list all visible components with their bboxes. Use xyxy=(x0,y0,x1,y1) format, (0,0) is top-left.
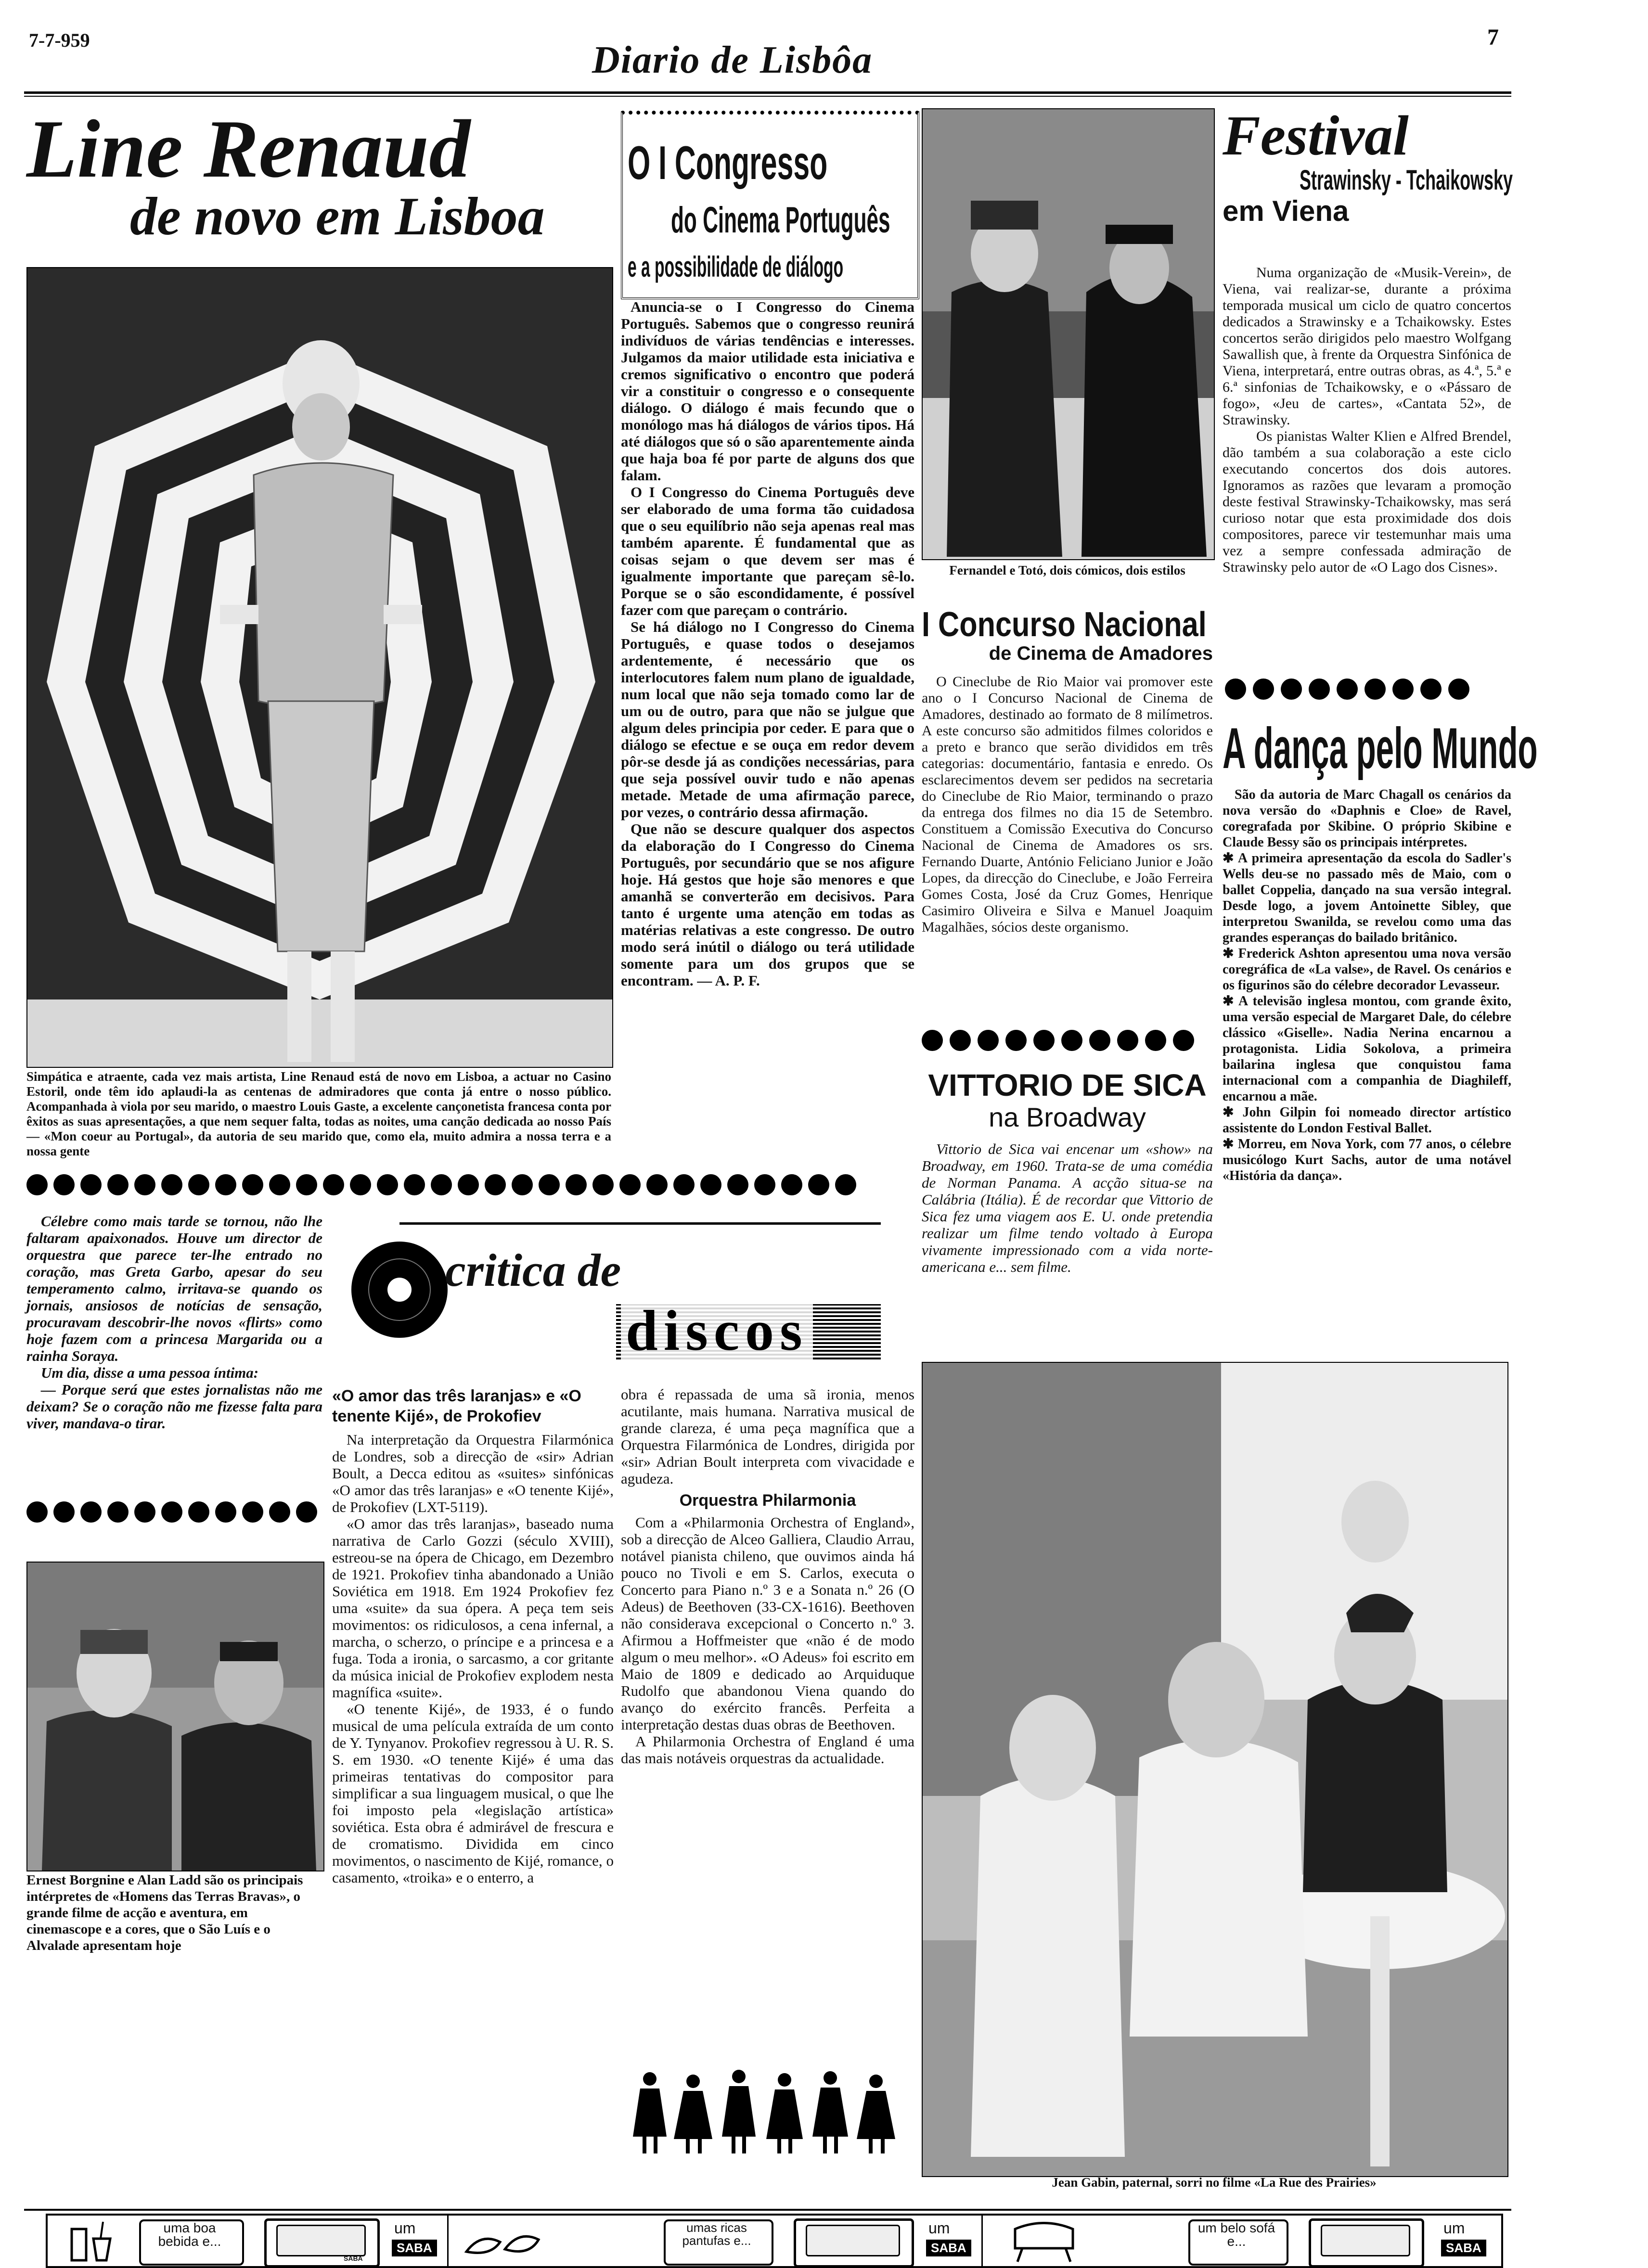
ad-text: um belo sofá e... xyxy=(1197,2220,1275,2249)
header-rule-thin xyxy=(24,96,1511,97)
bullet-dot xyxy=(950,1030,971,1051)
fernandel-photo xyxy=(922,108,1215,560)
fernandel-toto-image xyxy=(923,109,1214,559)
bullet-dot xyxy=(350,1174,371,1195)
congresso-subtitle: do Cinema Português xyxy=(671,200,890,241)
congresso-body xyxy=(621,298,914,989)
bullet-dot xyxy=(215,1501,236,1523)
ad-text: uma boa bebida e... xyxy=(158,2220,221,2249)
ad-divider xyxy=(981,2216,983,2266)
bullet-dot xyxy=(458,1174,479,1195)
bullet-dot xyxy=(188,1501,209,1523)
danca-item xyxy=(1223,993,1511,1104)
danca-item-text: São da autoria de Marc Chagall os cenários da nova versão do «Daphnis e Cloe» de Ravel, coregrafada por Skibine. O próprio Skibine e Claude Bessy são os principais intérpretes. xyxy=(1223,787,1511,850)
header xyxy=(24,19,1511,96)
bullet-dot xyxy=(1309,679,1330,700)
bullet-dot xyxy=(134,1174,155,1195)
sica-subtitle: na Broadway xyxy=(989,1102,1146,1132)
sica-heading xyxy=(922,1068,1213,1133)
bullet-dot xyxy=(1448,679,1469,700)
bullet-dot xyxy=(377,1174,398,1195)
danca-item xyxy=(1223,1136,1511,1184)
umbrella-stripes-image xyxy=(27,268,612,1067)
bullet-dot xyxy=(1033,1030,1055,1051)
bullet-dot xyxy=(485,1174,506,1195)
danca-item xyxy=(1223,946,1511,993)
critica-paragraph: «O tenente Kijé», de 1933, é o fundo musical de uma película extraída de um conto de Y. Tynyanov. Prokofiev regressou à U. R. S. S. em 1930. «O tenente Kijé» é uma das primeiras tentativas do compositor para simplificar a sua linguagem musical, o que lhe foi imposto pela «legislação artística» soviética. Esta obra é admirável de frescura e de cromatismo. Dividida em cinco movimentos, o nascimento de Kijé, romance, o casamento, «troika» e o enterro, a xyxy=(332,1701,614,1886)
celebre-paragraph: Célebre como mais tarde se tornou, não lhe faltaram apaixonados. Houve um director de orquestra que parece ter-lhe entrado no coração, mas Greta Garbo, apesar do seu temperamento calmo, irritava-se quando os jornais, ansiosos de notícias de sensação, procuravam descobrir-lhe novos «flirts» como hoje fazem com a princesa Margarida ou a rainha Soraya. xyxy=(26,1213,322,1364)
festival-subtitle-2: em Viena xyxy=(1223,195,1349,227)
bullet-dot xyxy=(134,1501,155,1523)
saba-logo: SABA xyxy=(926,2240,971,2256)
critica-col-1 xyxy=(332,1386,614,1886)
ad-divider xyxy=(447,2216,449,2266)
congresso-paragraph: Que não se descure qualquer dos aspectos da elaboração do I Congresso do Cinema Português, por secundário que se nos afigure hoje. Há gestos que hoje são menores e que amanhã se converterão em decisivos. Para tanto é urgente uma atenção em todas as matérias relativas a este congresso. De outro modo será inútil o diálogo ou terá utilidade somente para um dos grupos que se encontram. — A. P. F. xyxy=(621,820,914,989)
bullet-dot xyxy=(323,1174,344,1195)
bullet-dot xyxy=(922,1030,943,1051)
bullet-dot xyxy=(1145,1030,1166,1051)
tv-set-icon xyxy=(1309,2218,1424,2268)
tv-set-icon xyxy=(794,2218,914,2268)
critica-col-2 xyxy=(621,1386,914,1767)
festival-subtitle: Strawinsky - Tchaikowsky xyxy=(1300,165,1513,196)
critica-paragraph: «O amor das três laranjas», baseado numa narrativa de Carlo Gozzi (século XVIII), estreou-se na ópera de Chicago, em Dezembro de 1921. Prokofiev tinha abandonado a União Soviética em 1918. Em 1924 Prokofiev fez uma «suite» da sua ópera. A peça tem seis movimentos: os ridiculosos, a cena infernal, a marcha, o scherzo, o príncipe e a princesa e a fuga. Toda a ironia, o sarcasmo, a cor gritante da música inicial de Prokofiev explodem nesta magnífica «suite». xyxy=(332,1515,614,1701)
bullet-dot xyxy=(1117,1030,1138,1051)
tv-brand: SABA xyxy=(344,2255,363,2262)
critica-paragraph: Com a «Philarmonia Orchestra of England», sob a direcção de Alceo Galliera, Claudio Arrau, notável pianista chileno, que ouvimos ainda há pouco no Tivoli e em S. Carlos, executa o Concerto para Piano n.º 3 e a Sonata n.º 26 (O Adeus) de Beethoven (33-CX-1616). Beethoven não considerava excepcional o Concerto n.º 3. Afirmou a Hoffmeister que «não é de modo algum o meu melhor». «O Adeus» foi escrito em Maio de 1809 e dedicado ao Arquiduque Rudolfo que abandonou Viena quando do avanço do exército francês. Perfeita a interpretação destas duas obras de Beethoven. xyxy=(621,1514,914,1733)
saba-logo: SABA xyxy=(1441,2240,1486,2256)
issue-date: 7-7-959 xyxy=(29,29,90,51)
dancers-icon xyxy=(621,2069,914,2156)
critica-paragraph: obra é repassada de uma sã ironia, menos acutilante, mais humana. Narrativa musical de grande clareza, é uma peça magnífica que a Orquestra Filarmónica de Londres, dirigida por «sir» Adrian Boult interpreta com vivacidade e agudeza. xyxy=(621,1386,914,1487)
bullet-dot xyxy=(808,1174,829,1195)
bullet-dot xyxy=(1005,1030,1027,1051)
dancers-illustration xyxy=(621,2069,914,2156)
bullet-dot xyxy=(107,1501,129,1523)
ad-text: um xyxy=(394,2219,416,2237)
festival-heading xyxy=(1223,106,1511,227)
bullet-dot xyxy=(512,1174,533,1195)
line-renaud-subheadline: de novo em Lisboa xyxy=(130,187,545,246)
celebre-body xyxy=(26,1213,322,1432)
bullet-dot xyxy=(978,1030,999,1051)
discos-heading-text: discos xyxy=(621,1299,813,1362)
bullet-dot xyxy=(1089,1030,1110,1051)
festival-paragraph: Os pianistas Walter Klien e Alfred Brendel, dão também a sua colaboração a este ciclo executando concertos dos dois autores. Ignoramos as razões que levaram a promoção deste festival Strawinsky-Tchaikowsky, mas será curioso notar que esta proximidade dos dois compositores, parece vir testemunhar mais uma vez a sempre confessada admiração de Strawinsky pelo autor de «O Lago dos Cisnes». xyxy=(1223,428,1511,575)
bullet-dot xyxy=(53,1174,75,1195)
record-groove xyxy=(368,1258,431,1321)
sica-title: VITTORIO DE SICA xyxy=(928,1068,1207,1102)
congresso-title: O I Congresso xyxy=(628,136,828,189)
danca-item-text: A primeira apresentação da escola do Sadler's Wells deu-se no passado mês de Maio, com o ballet Coppelia, dançado na sua versão integral. Desde logo, a jovem Antoinette Sibley, que interpretou Swanilda, se revelou como uma das grandes esperanças do bailado britânico. xyxy=(1223,851,1511,945)
bullet-dot xyxy=(107,1174,129,1195)
jean-gabin-image xyxy=(923,1363,1507,2176)
line-renaud-caption: Simpática e atraente, cada vez mais artista, Line Renaud está de novo em Lisboa, a actuar no Casino Estoril, onde têm ido aplaudi-la as centenas de admiradores que conta já entre o nosso público. Acompanhada à viola por seu marido, o maestro Louis Gaste, a excelente cançonetista francesa conta por êxitos as suas apresentações, a que nem sequer falta, todas as noites, uma canção dedicada ao nosso País — «Mon coeur au Portugal», da autoria de seu marido que, como ela, muito admira a nossa terra e a nossa gente xyxy=(26,1069,611,1158)
fernandel-caption: Fernandel e Totó, dois cómicos, dois estilos xyxy=(949,563,1185,577)
saba-logo: SABA xyxy=(392,2240,437,2256)
sica-body: Vittorio de Sica vai encenar um «show» na Broadway, em 1960. Trata-se de uma comédia de Norman Panama. A acção situa-se na Calábria (Itália). É de recordar que Vittorio de Sica fez uma viagem aos E. U. onde pretendia realizar um filme tendo voltado à Europa vivamente impressionado com a vida norte-americana e... sem filme. xyxy=(922,1140,1213,1275)
separator-dots xyxy=(26,1501,317,1523)
saba-advertisement xyxy=(46,2214,1503,2268)
festival-body xyxy=(1223,265,1511,576)
bullet-dot xyxy=(1420,679,1442,700)
star-icon: ✱ xyxy=(1223,994,1238,1009)
bullet-dot xyxy=(26,1501,48,1523)
separator-dots xyxy=(922,1030,1194,1051)
concurso-body: O Cineclube de Rio Maior vai promover este ano o I Concurso Nacional de Cinema de Amadores, destinado ao formato de 8 milímetros. A este concurso são admitidos filmes coloridos e a preto e branco que serão divididos em três categorias: documentário, fantasia e enredo. Os esclarecimentos devem ser pedidos na secretaria do Cineclube de Rio Maior, terminando o prazo da entrega dos filmes no dia 15 de Setembro. Constituem a Comissão Executiva do Concurso Nacional de Cinema de Amadores os srs. Fernando Duarte, António Feliciano Junior e João Lopes, da direcção do Cineclube, e João Ferreira Gomes Costa, José da Cruz Gomes, Henrique Casimiro Oliveira e Silva e Manuel Joaquim Magalhães, sócios deste organismo. xyxy=(922,674,1213,935)
bullet-dot xyxy=(1392,679,1414,700)
bullet-dot xyxy=(619,1174,641,1195)
bullet-dot xyxy=(1337,679,1358,700)
bullet-dot xyxy=(1365,679,1386,700)
celebre-paragraph: — Porque será que estes jornalistas não me deixam? Se o coração não me fizesse falta para viver, mandava-o tirar. xyxy=(26,1381,322,1432)
tv-set-icon xyxy=(264,2218,380,2268)
festival-title: Festival xyxy=(1223,104,1409,167)
slippers-icon xyxy=(462,2223,543,2261)
star-icon: ✱ xyxy=(1223,1137,1238,1152)
bullet-dot xyxy=(161,1174,182,1195)
masthead: Diario de Lisbôa xyxy=(592,39,873,81)
critica-paragraph: A Philarmonia Orchestra of England é uma das mais notáveis orquestras da actualidade. xyxy=(621,1733,914,1767)
ad-text: um xyxy=(1443,2219,1465,2237)
bullet-dot xyxy=(1173,1030,1194,1051)
gabin-photo xyxy=(922,1362,1508,2177)
armchair-icon xyxy=(1005,2219,1082,2263)
bullet-dot xyxy=(1253,679,1274,700)
bullet-dot xyxy=(646,1174,668,1195)
bullet-dot xyxy=(727,1174,748,1195)
bullet-dot xyxy=(1281,679,1302,700)
bullet-dot xyxy=(1061,1030,1082,1051)
bullet-dot xyxy=(269,1174,290,1195)
star-icon: ✱ xyxy=(1223,946,1238,961)
bullet-dot xyxy=(404,1174,425,1195)
bullet-dot xyxy=(700,1174,721,1195)
bullet-dot xyxy=(296,1501,317,1523)
borgnine-caption: Ernest Borgnine e Alan Ladd são os principais intérpretes de «Homens das Terras Bravas», o grande filme de acção e aventura, em cinemascope e a cores, que o São Luís e o Alvalade apresentam hoje xyxy=(26,1872,303,1953)
danca-title: A dança pelo Mundo xyxy=(1223,716,1538,781)
danca-item-text: John Gilpin foi nomeado director artístico assistente do London Festival Ballet. xyxy=(1223,1105,1511,1136)
bullet-dot xyxy=(161,1501,182,1523)
bullet-dot xyxy=(188,1174,209,1195)
drink-icon xyxy=(67,2219,115,2263)
danca-item-text: A televisão inglesa montou, com grande êxito, uma versão especial de Margaret Dale, do célebre clássico «Giselle». Nadia Nerina encarnou a protagonista. Lidia Sokolova, a primeira bailarina inglesa que conquistou fama internacional com a companhia de Diaghileff, encarnou a mãe. xyxy=(1223,994,1511,1104)
danca-item xyxy=(1223,850,1511,946)
bullet-dot xyxy=(835,1174,856,1195)
concurso-heading xyxy=(922,606,1213,664)
borgnine-ladd-image xyxy=(27,1563,323,1871)
line-renaud-photo xyxy=(26,267,613,1068)
concurso-subtitle: de Cinema de Amadores xyxy=(989,643,1213,664)
star-icon: ✱ xyxy=(1223,851,1238,866)
critica-heading-text: critica de xyxy=(445,1244,621,1296)
bullet-dot xyxy=(269,1501,290,1523)
celebre-paragraph: Um dia, disse a uma pessoa íntima: xyxy=(41,1364,259,1381)
page-number: 7 xyxy=(1487,25,1499,50)
gabin-caption: Jean Gabin, paternal, sorri no filme «La Rue des Prairies» xyxy=(1052,2175,1377,2190)
bullet-dot xyxy=(566,1174,587,1195)
congresso-paragraph: Se há diálogo no I Congresso do Cinema Português, e quase todos o desejamos ardentemente, é necessário que os interlocutores falem num plano de igualdade, num local que não seja tomado como lar de um ou de outro, para que não se julgue que algum deles principia por ceder. E para que o diálogo se efectue e se ouça em redor devem pôr-se desde já as condições necessárias, para que seja possível ouvir tudo e não apenas metade. Metade de uma afirmação parece, por vezes, o contrário dessa afirmação. xyxy=(621,618,914,820)
danca-item xyxy=(1223,1104,1511,1136)
congresso-paragraph: Anuncia-se o I Congresso do Cinema Português. Sabemos que o congresso reunirá indivíduos de várias tendências e interesses. Julgamos da maior utilidade esta iniciativa e cremos significativo o encontro que poderá vir a constituir o congresso e o consequente diálogo. O diálogo é mais fecundo que o monólogo mas há diálogos de vários tipos. Há até diálogos que só o são aparentemente ainda que haja boa fé por parte de alguns dos que falam. xyxy=(621,298,914,484)
bullet-dot xyxy=(673,1174,695,1195)
critica-subheading: Orquestra Philarmonia xyxy=(679,1491,856,1510)
bullet-dot xyxy=(215,1174,236,1195)
separator-dots xyxy=(26,1174,856,1195)
danca-item-text: Morreu, em Nova York, com 77 anos, o célebre musicólogo Kurt Sachs, autor de uma notável «História da dança». xyxy=(1223,1137,1511,1183)
critica-heading xyxy=(342,1222,881,1371)
line-renaud-title xyxy=(26,103,614,246)
bullet-dot xyxy=(80,1501,102,1523)
danca-item-text: Frederick Ashton apresentou uma nova versão coregráfica de «La valse», de Ravel. Os cenários e os figurinos são do célebre decorador Levasseur. xyxy=(1223,946,1511,993)
bullet-dot xyxy=(1225,679,1246,700)
ad-text: umas ricas pantufas e... xyxy=(682,2220,751,2248)
bullet-dot xyxy=(754,1174,775,1195)
tv-screen xyxy=(806,2225,900,2256)
danca-body xyxy=(1223,787,1511,1184)
line-renaud-headline: Line Renaud xyxy=(26,103,471,195)
ad-top-rule xyxy=(24,2209,1511,2211)
critica-paragraph: Na interpretação da Orquestra Filarmónica de Londres, sob a direcção de «sir» Adrian Boult, a Decca editou as «suites» sinfónicas «O amor das três laranjas» e «O tenente Kijé», de Prokofiev (LXT-5119). xyxy=(332,1431,614,1515)
critica-top-bar xyxy=(399,1222,881,1234)
bullet-dot xyxy=(242,1501,263,1523)
bullet-dot xyxy=(26,1174,48,1195)
ad-text: um xyxy=(928,2219,950,2237)
bullet-dot xyxy=(592,1174,614,1195)
borgnine-photo xyxy=(26,1562,324,1871)
bullet-dot xyxy=(539,1174,560,1195)
bullet-dot xyxy=(53,1501,75,1523)
bullet-dot xyxy=(242,1174,263,1195)
bullet-dot xyxy=(431,1174,452,1195)
congresso-box xyxy=(621,111,919,299)
congresso-subtitle-2: e a possibilidade de diálogo xyxy=(628,251,844,283)
separator-dots xyxy=(1225,679,1469,700)
bullet-dot xyxy=(781,1174,802,1195)
congresso-paragraph: O I Congresso do Cinema Português deve ser elaborado de uma forma tão cuidadosa que o seu equilíbrio não seja apenas real mas também aparente. É fundamental que as coisas sejam o que devem ser mas é igualmente importante que pareçam sê-lo. Porque se o são escondidamente, é possível fazer com que pareçam o contrário. xyxy=(621,484,914,618)
concurso-title: I Concurso Nacional xyxy=(922,605,1207,644)
bullet-dot xyxy=(80,1174,102,1195)
tv-screen xyxy=(1321,2225,1410,2256)
danca-item xyxy=(1223,787,1511,850)
festival-paragraph: Numa organização de «Musik-Verein», de Viena, vai realizar-se, durante a próxima temporada musical um ciclo de quatro concertos dedicados a Strawinsky e a Tchaikowsky. Estes concertos serão dirigidos pelo maestro Wolfgang Sawallish que, à frente da Orquestra Sinfónica de Viena, interpretará, entre outras obras, as 4.ª, 5.ª e 6.ª sinfonias de Tchaikowsky, e o «Pássaro de fogo», «Jeu de cartes», «Cantata 52», de Strawinsky. xyxy=(1223,265,1511,428)
tv-screen xyxy=(276,2225,366,2256)
critica-title: «O amor das três laranjas» e «O tenente Kijé», de Prokofiev xyxy=(332,1387,581,1425)
vinyl-record-icon xyxy=(351,1242,448,1338)
header-rule xyxy=(24,91,1511,94)
bullet-dot xyxy=(296,1174,317,1195)
star-icon: ✱ xyxy=(1223,1105,1243,1120)
